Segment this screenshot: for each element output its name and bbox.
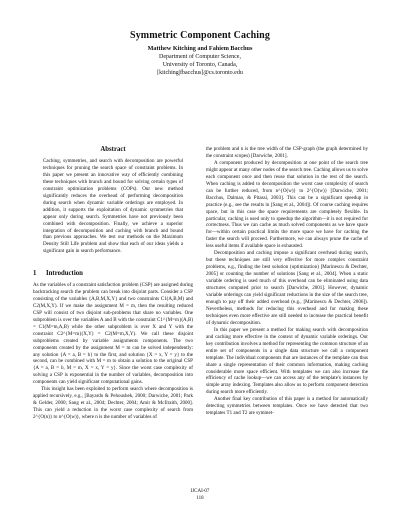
abstract-body <box>43 158 183 255</box>
section-number: 1 <box>33 270 37 277</box>
body-paragraph: the problem and n is the tree width of the CSP-graph (the graph determined by the constraint scopes) [Darwiche, 2001]. <box>206 146 368 159</box>
author-affiliation <box>0 53 400 78</box>
affiliation-line: University of Toronto, Canada, <box>162 62 238 69</box>
paper-title: Symmetric Component Caching <box>130 30 270 41</box>
abstract-text: Caching, symmetries, and search with decomposition are powerful techniques for pruning the search space of constraint problems. In this paper we present an innovative way of efficiently combining these techniques with branch and bound for solving certain types of constraint optimization problems (COPs). Our new method significantly reduces the overhead of performing decomposition during search when dynamic variable orderings are employed. In addition, it supports the exploitation of dynamic symmetries that appear only during search. Symmetries have not previously been combined with decomposition. Finally, we achieve a superior integration of decomposition and caching with branch and bound than previous approaches. We test our methods on the Maximum Density Still Life problem and show that each of our ideas yields a significant gain in search performance. <box>43 158 183 255</box>
author-email: [kitching|fbacchus]@cs.toronto.edu <box>157 70 243 77</box>
paper-authors: Matthew Kitching and Fahiem Bacchus <box>147 45 253 52</box>
page-number: 118 <box>196 496 204 501</box>
right-column-body <box>206 146 368 417</box>
body-paragraph: Another final key contribution of this paper is a method for automatically detecting symmetries between templates. Once we have detected that two templates T1 and T2 are symmet- <box>206 396 368 417</box>
abstract-heading: Abstract <box>100 146 126 153</box>
body-paragraph: Decomposition and caching impose a significant overhead during search, but these techniques are still very effective for more complex constraint problems, e.g., finding the best solution (optimization) [Marinescu & Dechter, 2005] or counting the number of solutions [Sang et al., 2004]. When a static variable ordering is used much of this overhead can be eliminated using data structures computed prior to search [Darwiche, 2001]. However, dynamic variable orderings can yield significant reductions in the size of the search tree, enough to pay off their added overhead (e.g., [Marinescu & Dechter, 2006]). Nevertheless, methods for reducing this overhead and for making these techniques even more effective are still needed to increase the practical benefit of dynamic decomposition. <box>206 250 368 326</box>
page-footer <box>0 488 400 502</box>
body-paragraph: In this paper we present a method for making search with decomposition and caching more effective in the context of dynamic variable orderings. Our key contribution involves a method for representing the common structure of an entire set of components in a single data structure we call a component template. The individual components that are instances of the template can thus share a single representation of their common information, making caching considerable more space efficient. With templates we can also increase the efficiency of cache lookup—we can access any of the template's instances by simple array indexing. Templates also allow us to perform component detection during search more efficiently. <box>206 326 368 396</box>
introduction-body <box>33 282 193 421</box>
intro-paragraph: As the variables of a constraint satisfaction problem (CSP) are assigned during backtracking search the problem can break into disjoint parts. Consider a CSP consisting of the variables {A,B,M,X,Y} and two constraints C1(A,B,M) and C2(M,X,Y). If we make the assignment M = m, then the resulting reduced CSP will consist of two disjoint sub-problems that share no variables. One subproblem is over the variables A and B with the constraint C1^{M=m}(A,B) = C1(M=m,A,B) while the other subproblem is over X and Y with the constraint C2^{M=m}(X,Y) = C2(M=m,X,Y). We call these disjoint subproblems created by variable assignments components. The two components created by the assignment M = m can be solved independently: any solution {A = a, B = b} to the first, and solution {X = x, Y = y} to the second, can be combined with M = m to obtain a solution to the original CSP {A = a, B = b, M = m, X = x, Y = y}. Since the worst case complexity of solving a CSP is exponential in the number of variables, decomposition into components can yield significant computational gains. <box>33 282 193 386</box>
section-heading-introduction <box>33 270 83 277</box>
affiliation-line: Department of Computer Science, <box>159 54 241 60</box>
intro-paragraph: This insight has been exploited to perform search where decomposition is applied recursively, e.g., [Bayardo & Pehoushek, 2000; Darwiche, 2001; Park & Gelder, 2000; Sang et al., 2004; Dechter, 2004; Amir & McIlraith, 2000]. This can yield a reduction in the worst case complexity of search from 2^{O(n)} to n^{O(w)}, where n is the number of variables of <box>33 386 193 421</box>
venue-label: IJCAI-07 <box>190 489 210 494</box>
body-paragraph: A component produced by decomposition at one point of the search tree might appear at many other nodes of the search tree. Caching allows us to solve each component once and then reuse that solution in the rest of the search. When caching is added to decomposition the worst case complexity of search can be further reduced, from n^{O(w)} to 2^{O(w)} [Darwiche, 2001; Bacchus, Dalmao, & Pitassi, 2003]. This can be a significant speedup in practice (e.g., see the results in [Sang et al., 2004]). Of course caching requires space, but in this case the space requirements are completely flexible. In particular, caching is used only to speedup the algorithm—it is not required for correctness. Thus we can cache as much solved components as we have space for—within certain practical limits the more space we have for caching the faster the search will proceed. Furthermore, we can always prune the cache of less useful items if available space is exhausted. <box>206 159 368 250</box>
section-title: Introduction <box>46 270 83 277</box>
